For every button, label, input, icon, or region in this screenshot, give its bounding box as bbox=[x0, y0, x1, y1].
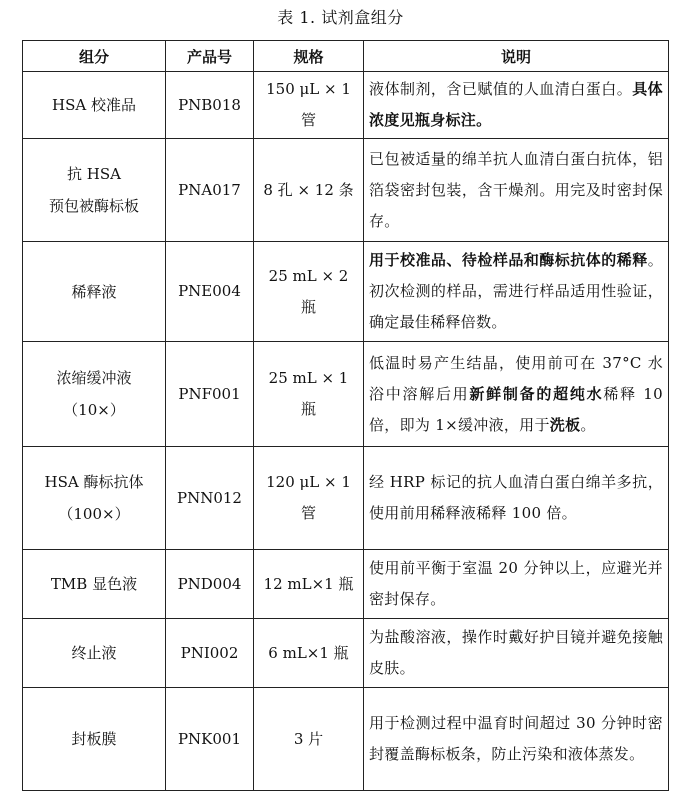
table-row bbox=[23, 447, 669, 550]
table-header-row bbox=[23, 41, 669, 72]
spec-cell: 12 mL×1 瓶 bbox=[254, 550, 364, 619]
header-product-code: 产品号 bbox=[166, 41, 254, 72]
product-code-cell: PNN012 bbox=[166, 447, 254, 550]
product-code-cell: PNF001 bbox=[166, 342, 254, 447]
description-text: 。 bbox=[580, 415, 596, 434]
description-emphasis: 具体浓度见瓶身标注。 bbox=[369, 80, 663, 129]
component-name-cell bbox=[23, 619, 166, 688]
description-cell bbox=[364, 242, 669, 342]
spec-cell: 3 片 bbox=[254, 688, 364, 791]
spec-cell: 25 mL × 2 瓶 bbox=[254, 242, 364, 342]
description-cell bbox=[364, 619, 669, 688]
description-emphasis: 洗板 bbox=[549, 415, 581, 434]
component-name-line: HSA 酶标抗体 bbox=[44, 473, 144, 491]
component-name-line: TMB 显色液 bbox=[50, 575, 138, 593]
product-code-cell: PND004 bbox=[166, 550, 254, 619]
component-name-line: HSA 校准品 bbox=[52, 96, 136, 114]
product-code-cell: PNB018 bbox=[166, 72, 254, 139]
spec-cell: 8 孔 × 12 条 bbox=[254, 139, 364, 242]
table-row bbox=[23, 242, 669, 342]
header-spec: 规格 bbox=[254, 41, 364, 72]
description-text: 用于检测过程中温育时间超过 30 分钟时密封覆盖酶标板条，防止污染和液体蒸发。 bbox=[369, 714, 663, 763]
spec-cell: 120 μL × 1 管 bbox=[254, 447, 364, 550]
description-cell bbox=[364, 342, 669, 447]
table-row bbox=[23, 139, 669, 242]
component-name-cell bbox=[23, 447, 166, 550]
component-name-line: 预包被酶标板 bbox=[48, 197, 139, 215]
component-name-cell bbox=[23, 139, 166, 242]
description-cell bbox=[364, 72, 669, 139]
component-name-line: 稀释液 bbox=[71, 282, 117, 301]
description-text: 。初次检测的样品，需进行样品适用性验证，确定最佳稀释倍数。 bbox=[369, 251, 663, 331]
description-cell bbox=[364, 447, 669, 550]
component-name-cell bbox=[23, 242, 166, 342]
table-row bbox=[23, 688, 669, 791]
table-row bbox=[23, 72, 669, 139]
description-text: 已包被适量的绵羊抗人血清白蛋白抗体，铝箔袋密封包装，含干燥剂。用完及时密封保存。 bbox=[369, 149, 663, 230]
component-name-line: 浓缩缓冲液 bbox=[56, 369, 132, 387]
spec-cell: 25 mL × 1 瓶 bbox=[254, 342, 364, 447]
component-name-line: 抗 HSA bbox=[67, 165, 121, 183]
description-text: 使用前平衡于室温 20 分钟以上，应避光并密封保存。 bbox=[369, 559, 663, 608]
product-code-cell: PNK001 bbox=[166, 688, 254, 791]
reagent-components-table bbox=[22, 40, 669, 791]
description-cell bbox=[364, 139, 669, 242]
description-text: 为盐酸溶液，操作时戴好护目镜并避免接触皮肤。 bbox=[369, 628, 663, 677]
component-name-cell bbox=[23, 688, 166, 791]
description-emphasis: 用于校准品、待检样品和酶标抗体的稀释 bbox=[369, 251, 648, 269]
table-row bbox=[23, 550, 669, 619]
table-body bbox=[23, 72, 669, 791]
description-text: 液体制剂，含已赋值的人血清白蛋白。 bbox=[369, 80, 633, 98]
description-cell bbox=[364, 550, 669, 619]
product-code-cell: PNI002 bbox=[166, 619, 254, 688]
table-caption: 表 1. 试剂盒组分 bbox=[277, 8, 404, 27]
table-row bbox=[23, 619, 669, 688]
description-emphasis: 新鲜制备的超纯水 bbox=[469, 384, 604, 403]
table-row bbox=[23, 342, 669, 447]
header-description: 说明 bbox=[364, 41, 669, 72]
component-name-cell bbox=[23, 550, 166, 619]
component-name-cell bbox=[23, 342, 166, 447]
header-component: 组分 bbox=[23, 41, 166, 72]
description-cell bbox=[364, 688, 669, 791]
component-name-cell bbox=[23, 72, 166, 139]
description-text: 低温时易产生结晶，使用前可在 37°C 水浴中溶解后用 bbox=[369, 353, 663, 403]
spec-cell: 150 μL × 1 管 bbox=[254, 72, 364, 139]
product-code-cell: PNA017 bbox=[166, 139, 254, 242]
component-name-line: 封板膜 bbox=[71, 730, 117, 748]
spec-cell: 6 mL×1 瓶 bbox=[254, 619, 364, 688]
component-name-line: （100×） bbox=[58, 505, 130, 523]
component-name-line: （10×） bbox=[63, 401, 125, 419]
product-code-cell: PNE004 bbox=[166, 242, 254, 342]
component-name-line: 终止液 bbox=[71, 644, 117, 662]
description-text: 稀释 10 倍，即为 1×缓冲液，用于 bbox=[369, 384, 663, 434]
description-text: 经 HRP 标记的抗人血清白蛋白绵羊多抗，使用前用稀释液稀释 100 倍。 bbox=[369, 473, 663, 522]
